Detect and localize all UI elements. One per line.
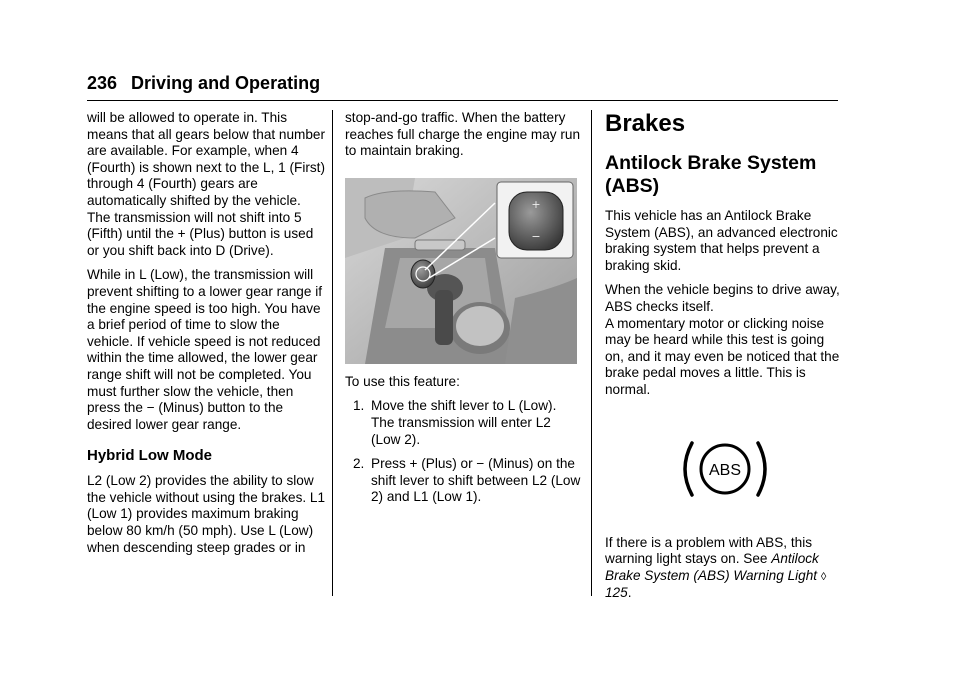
paragraph: This vehicle has an Antilock Brake System (ABS), an advanced electronic braking system that helps prevent a braking skid. xyxy=(605,208,838,273)
column-divider-2 xyxy=(591,110,592,596)
steps-list xyxy=(345,398,581,506)
heading-brakes: Brakes xyxy=(605,110,686,137)
paragraph: stop-and-go traffic. When the battery reaches full charge the engine may run to maintain braking. xyxy=(345,110,581,159)
minus-label: − xyxy=(531,229,541,243)
paragraph: When the vehicle begins to drive away, ABS checks itself. xyxy=(605,282,840,314)
shift-lever-illustration xyxy=(345,178,577,364)
shift-lever-image xyxy=(345,178,577,364)
column-left xyxy=(87,110,327,564)
list-item: 2. Press + (Plus) or − (Minus) on the shift lever to shift between L2 (Low 2) and L1 (Low 1). xyxy=(353,456,581,505)
plus-label: + xyxy=(531,197,541,211)
column-divider-1 xyxy=(332,110,333,596)
abs-icon xyxy=(670,433,780,505)
list-item: 1. Move the shift lever to L (Low). The transmission will enter L2 (Low 2). xyxy=(353,398,557,447)
heading-abs: Antilock Brake System (ABS) xyxy=(605,152,817,197)
paragraph: While in L (Low), the transmission will prevent shifting to a lower gear range if the engine speed is too high. You have a brief period of time to slow the vehicle. If vehicle speed is not reduced within the time allowed, the lower gear range shift will not be completed. You must further slow the vehicle, then press the − (Minus) button to the desired lower gear range. xyxy=(87,267,323,432)
column-middle xyxy=(345,110,581,514)
abs-icon-label: ABS xyxy=(708,461,742,479)
page-reference: 125 xyxy=(605,585,628,601)
page-header xyxy=(87,70,838,101)
column-right xyxy=(605,110,845,610)
page-number: 236 xyxy=(87,73,118,93)
paragraph: A momentary motor or clicking noise may be heard while this test is going on, and it may even be noticed that the brake pedal moves a little. This is normal. xyxy=(605,315,840,397)
page-ref-arrow-icon: ◊ xyxy=(820,570,827,583)
paragraph: L2 (Low 2) provides the ability to slow the vehicle without using the brakes. L1 (Low 1) provides maximum braking below 80 km/h (50 mph). Use L (Low) when descending steep grades or in xyxy=(87,473,326,555)
subheading-hybrid-low-mode: Hybrid Low Mode xyxy=(87,447,212,465)
paragraph: To use this feature: xyxy=(345,373,460,389)
paragraph: will be allowed to operate in. This means that all gears below that number are available. For example, when 4 (Fourth) is shown next to the L, 1 (First) through 4 (Fourth) gears are automatically shifted by the vehicle. The transmission will not shift into 5 (Fifth) until the + (Plus) button is used or you shift back into D (Drive). xyxy=(87,110,326,258)
cross-reference-link[interactable]: Antilock Brake System (ABS) Warning Light xyxy=(605,551,819,583)
section-title: Driving and Operating xyxy=(131,73,321,93)
abs-warning-symbol xyxy=(605,433,845,505)
paragraph: If there is a problem with ABS, this warning light stays on. See Antilock Brake System (ABS) Warning Light ◊ 125. xyxy=(605,534,827,601)
